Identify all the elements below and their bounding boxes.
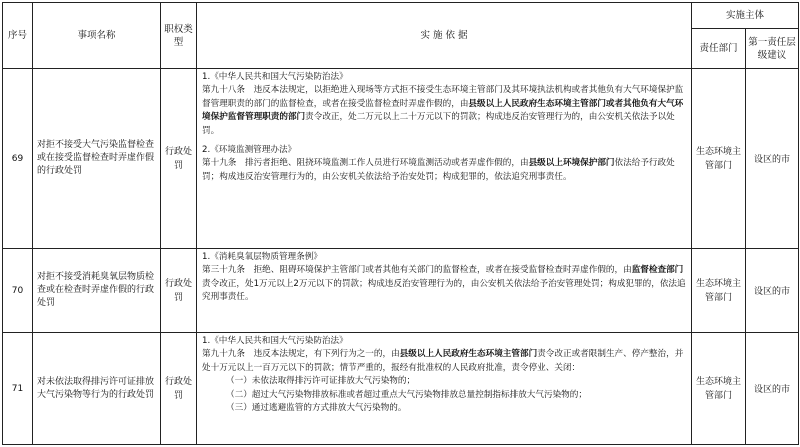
basis-law-title: 1.《中华人民共和国大气污染防治法》 [202, 72, 348, 82]
row-basis [197, 333, 692, 445]
table-row [3, 333, 799, 445]
row-seq: 71 [3, 333, 33, 445]
header-seq: 序号 [3, 3, 33, 69]
basis-article: 第三十九条 拒绝、阻碍环境保护主管部门或者其他有关部门的监督检查，或者在接受监督检查时弄虚作假的，由监督检查部门责令改正，处1万元以上2万元以下的罚款；构成违反治安管理行为的，由公安机关依法给予治安管理处罚；构成犯罪的，依法追究刑事责任。 [202, 265, 686, 303]
row-item-name: 对未依法取得排污许可证排放大气污染物等行为的行政处罚 [33, 333, 161, 445]
header-item-name: 事项名称 [33, 3, 161, 69]
basis-list-item: （一）未依法取得排污许可证排放大气污染物的； [226, 376, 416, 387]
row-first-level: 设区的市 [746, 69, 799, 249]
basis-article: 第九十九条 违反本法规定，有下列行为之一的，由县级以上人民政府生态环境主管部门责令改正或者限制生产、停产整治，并处十万元以上一百万元以下的罚款；情节严重的，报经有批准权的人民政府批准，责令停业、关闭： [202, 349, 684, 373]
header-subject: 实施主体 [692, 3, 799, 29]
row-seq: 70 [3, 249, 33, 333]
basis-law-title: 1.《中华人民共和国大气污染防治法》 [202, 336, 348, 346]
row-category: 行政处罚 [161, 69, 197, 249]
header-first-level: 第一责任层级建议 [746, 29, 799, 69]
basis-list-item: （三）通过逃避监管的方式排放大气污染物的。 [226, 403, 407, 414]
row-item-name: 对拒不接受大气污染监督检查或在接受监督检查时弄虚作假的行政处罚 [33, 69, 161, 249]
row-resp-dept: 生态环境主管部门 [692, 249, 746, 333]
power-list-table [2, 2, 799, 445]
row-basis [197, 69, 692, 249]
header-resp-dept: 责任部门 [692, 29, 746, 69]
row-basis [197, 249, 692, 333]
table-row [3, 69, 799, 249]
row-first-level: 设区的市 [746, 333, 799, 445]
header-basis: 实 施 依 据 [197, 3, 692, 69]
row-category: 行政处罚 [161, 333, 197, 445]
header-category: 职权类型 [161, 3, 197, 69]
table-row [3, 249, 799, 333]
row-seq: 69 [3, 69, 33, 249]
row-resp-dept: 生态环境主管部门 [692, 333, 746, 445]
basis-law-title: 2.《环境监测管理办法》 [202, 145, 297, 156]
basis-article: 第十九条 排污者拒绝、阻挠环境监测工作人员进行环境监测活动或者弄虚作假的，由县级以上环境保护部门依法给予行政处罚；构成违反治安管理行为的，由公安机关依法给予治安处罚；构成犯罪的，依法追究刑事责任。 [202, 158, 675, 182]
row-category: 行政处罚 [161, 249, 197, 333]
row-item-name: 对拒不接受消耗臭氧层物质检查或在检查时弄虚作假的行政处罚 [33, 249, 161, 333]
row-first-level: 设区的市 [746, 249, 799, 333]
header-row [3, 3, 799, 29]
basis-law-title: 1.《消耗臭氧层物质管理条例》 [202, 252, 322, 262]
basis-list-item: （二）超过大气污染物排放标准或者超过重点大气污染物排放总量控制指标排放大气污染物的； [226, 389, 587, 400]
row-resp-dept: 生态环境主管部门 [692, 69, 746, 249]
basis-article: 第九十八条 违反本法规定，以拒绝进入现场等方式拒不接受生态环境主管部门及其环境执法机构或者其他负有大气环境保护监督管理职责的部门的监督检查，或者在接受监督检查时弄虚作假的，由县级以上人民政府生态环境主管部门或者其他负有大气环境保护监督管理职责的部门责令改正，处二万元以上二十万元以下的罚款；构成违反治安管理行为的，由公安机关依法予以处罚。 [202, 85, 684, 136]
